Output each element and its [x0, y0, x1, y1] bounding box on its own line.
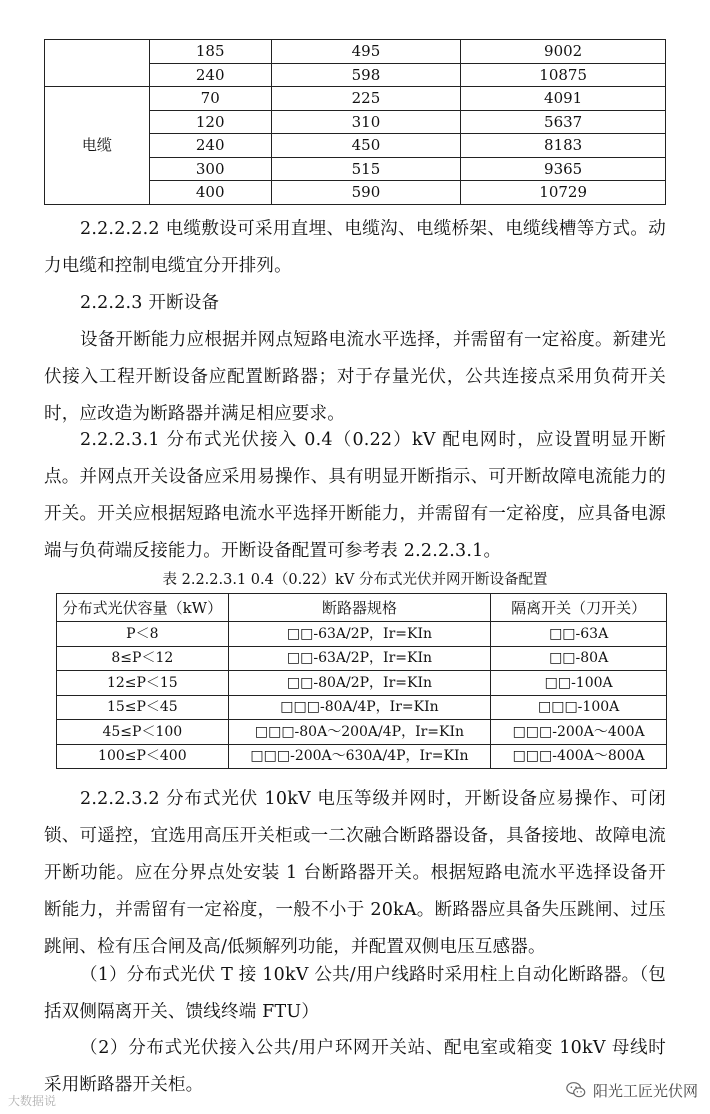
- current-cell: 590: [271, 181, 461, 205]
- paragraph-10kv-switch: 2.2.2.3.2 分布式光伏 10kV 电压等级并网时，开断设备应易操作、可闭锁、可遥控，宜选用高压开关柜或一二次融合断路器设备，具备接地、故障电流开断功能。应在分界点处安装 1 台断路器开关。根据短路电流水平选择设备开断能力，并需留有一定裕度，一般不小于 20kA。断路器应具备失压跳闸、过压跳闸、检有压合闸及高/低频解列功能，并配置双侧电压互感器。: [44, 789, 666, 957]
- cross-section-cell: 300: [149, 157, 271, 181]
- capacity-cell: 10875: [461, 63, 666, 87]
- isolator-cell: □□-63A: [491, 622, 667, 647]
- breaker-cell: □□-63A/2P，Ir=KIn: [228, 622, 491, 647]
- cable-spec-table: [44, 39, 666, 205]
- table-row: [57, 671, 667, 696]
- breaker-cell: □□-63A/2P，Ir=KIn: [228, 646, 491, 671]
- table-row: [57, 720, 667, 745]
- group-cell: [45, 40, 150, 87]
- table-row: [45, 40, 666, 64]
- capacity-cell: 12≤P＜15: [57, 671, 229, 696]
- table-row: [57, 744, 667, 769]
- isolator-cell: □□□-200A～400A: [491, 720, 667, 745]
- capacity-cell: 15≤P＜45: [57, 695, 229, 720]
- current-cell: 450: [271, 134, 461, 158]
- current-cell: 310: [271, 110, 461, 134]
- capacity-cell: 9002: [461, 40, 666, 64]
- current-cell: 225: [271, 87, 461, 111]
- current-cell: 515: [271, 157, 461, 181]
- capacity-cell: 8≤P＜12: [57, 646, 229, 671]
- cross-section-cell: 185: [149, 40, 271, 64]
- watermark-left: 大数据说: [8, 1094, 57, 1108]
- breaker-cell: □□□-80A/4P，Ir=KIn: [228, 695, 491, 720]
- watermark-text: 阳光工匠光伏网: [592, 1081, 698, 1100]
- section-heading-switchgear: 2.2.2.3 开断设备: [80, 293, 220, 313]
- capacity-cell: 8183: [461, 134, 666, 158]
- table-row: [57, 695, 667, 720]
- cross-section-cell: 240: [149, 63, 271, 87]
- breaker-config-table: [56, 593, 667, 769]
- breaker-cell: □□-80A/2P，Ir=KIn: [228, 671, 491, 696]
- header-breaker-spec: 断路器规格: [228, 594, 491, 622]
- paragraph-switchgear-capacity: 设备开断能力应根据并网点短路电流水平选择，并需留有一定裕度。新建光伏接入工程开断设备应配置断路器；对于存量光伏，公共连接点采用负荷开关时，应改造为断路器并满足相应要求。: [44, 330, 666, 424]
- wechat-icon: [565, 1079, 587, 1101]
- header-capacity: 分布式光伏容量（kW）: [57, 594, 229, 622]
- paragraph-item-2: （2）分布式光伏接入公共/用户环网开关站、配电室或箱变 10kV 母线时采用断路器开关柜。: [44, 1038, 666, 1095]
- cross-section-cell: 400: [149, 181, 271, 205]
- capacity-cell: 45≤P＜100: [57, 720, 229, 745]
- table-header-row: [57, 594, 667, 622]
- capacity-cell: 10729: [461, 181, 666, 205]
- cross-section-cell: 240: [149, 134, 271, 158]
- capacity-cell: 4091: [461, 87, 666, 111]
- cross-section-cell: 120: [149, 110, 271, 134]
- cross-section-cell: 70: [149, 87, 271, 111]
- breaker-cell: □□□-200A～630A/4P，Ir=KIn: [228, 744, 491, 769]
- current-cell: 598: [271, 63, 461, 87]
- capacity-cell: 9365: [461, 157, 666, 181]
- paragraph-item-1: （1）分布式光伏 T 接 10kV 公共/用户线路时采用柱上自动化断路器。（包括双侧隔离开关、馈线终端 FTU）: [44, 965, 666, 1022]
- breaker-cell: □□□-80A～200A/4P，Ir=KIn: [228, 720, 491, 745]
- table-row: [45, 87, 666, 111]
- paragraph-cable-laying: 2.2.2.2.2 电缆敷设可采用直埋、电缆沟、电缆桥架、电缆线槽等方式。动力电缆和控制电缆宜分开排列。: [44, 219, 666, 276]
- capacity-cell: P＜8: [57, 622, 229, 647]
- capacity-cell: 100≤P＜400: [57, 744, 229, 769]
- paragraph-low-voltage-switch: 2.2.2.3.1 分布式光伏接入 0.4（0.22）kV 配电网时，应设置明显开断点。并网点开关设备应采用易操作、具有明显开断指示、可开断故障电流能力的开关。开关应根据短路电流水平选择开断能力，并需留有一定裕度，应具备电源端与负荷端反接能力。开断设备配置可参考表 2.2.2.3.1。: [44, 430, 666, 561]
- isolator-cell: □□□-400A～800A: [491, 744, 667, 769]
- table-row: [57, 622, 667, 647]
- isolator-cell: □□□-100A: [491, 695, 667, 720]
- isolator-cell: □□-100A: [491, 671, 667, 696]
- group-cell: 电缆: [45, 87, 150, 205]
- table-row: [57, 646, 667, 671]
- isolator-cell: □□-80A: [491, 646, 667, 671]
- header-isolator: 隔离开关（刀开关）: [491, 594, 667, 622]
- current-cell: 495: [271, 40, 461, 64]
- table-caption: 表 2.2.2.3.1 0.4（0.22）kV 分布式光伏并网开断设备配置: [162, 572, 548, 588]
- watermark-right: [565, 1079, 698, 1101]
- capacity-cell: 5637: [461, 110, 666, 134]
